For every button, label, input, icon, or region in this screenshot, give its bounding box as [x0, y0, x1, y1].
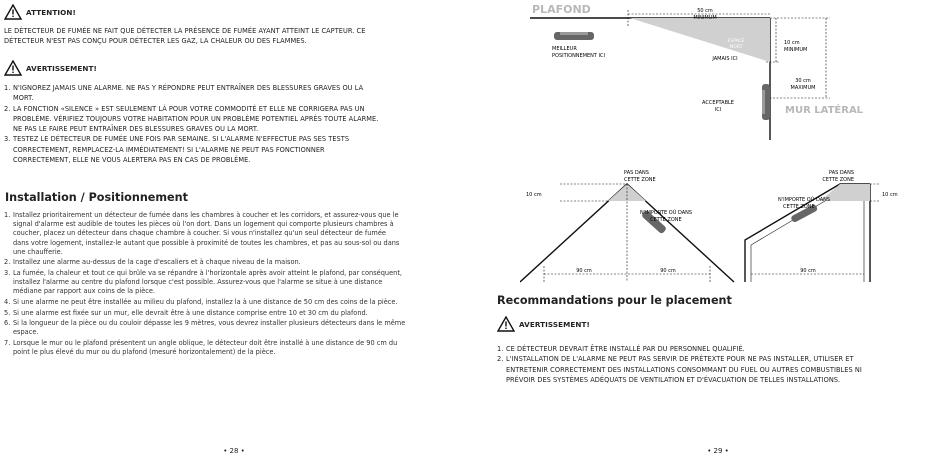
install-list [4, 211, 452, 359]
item-line: Si une alarme ne peut être installée au milieu du plafond, installez la à une distance de 50 cm des coins de la pièce. [13, 298, 398, 306]
warning-icon [497, 316, 515, 332]
anywhere-label: N'IMPORTE OÙ DANS [778, 197, 831, 203]
dim-90cm: 90 cm [660, 268, 676, 274]
item-number: 2. [497, 355, 504, 364]
dim-10cm: 10 cm [784, 40, 800, 46]
item-line: L'INSTALLATION DE L'ALARME NE PEUT PAS SERVIR DE PRÉTEXTE POUR NE PAS INSTALLER, UTILISER ET [506, 355, 854, 364]
item-line: Installez une alarme au-dessus de la cage d'escaliers et à chaque niveau de la maison. [13, 258, 301, 267]
acceptable-label: ACCEPTABLE [702, 100, 734, 106]
warning-header [497, 316, 590, 332]
item-line: Si une alarme est fixée sur un mur, elle devrait être à une distance comprise entre 10 et 30 cm du plafond. [13, 308, 368, 317]
no-zone-label: CETTE ZONE [624, 177, 656, 183]
anywhere-label: CETTE ZONE [650, 217, 682, 223]
install-item [4, 211, 452, 257]
attention-text [4, 26, 464, 47]
item-line: CE DÉTECTEUR DEVRAIT ÊTRE INSTALLÉ PAR DU PERSONNEL QUALIFIÉ. [506, 345, 745, 353]
item-line: PRÉVOIR DES SYSTÈMES ADÉQUATS DE VENTILATION ET D'ÉVACUATION DE TELLES INSTALLATIONS. [506, 375, 841, 384]
dim-10cm-left: 10 cm [526, 192, 542, 198]
warning-title: AVERTISSEMENT! [26, 63, 97, 73]
placement-warning-list [497, 344, 947, 385]
anywhere-label: CETTE ZONE [783, 204, 815, 210]
item-line: signal d'alarme est audible de toutes les pièces où l'on dort. Dans un logement qui comporte plusieurs chambres à [13, 220, 394, 229]
anywhere-label: N'IMPORTE OÙ DANS [640, 210, 693, 216]
attention-header [4, 4, 76, 20]
never-label: JAMAIS ICI [712, 56, 738, 62]
install-item [4, 269, 452, 297]
best-label: POSITIONNEMENT ICI [552, 53, 606, 59]
no-zone-label: PAS DANS [624, 170, 649, 176]
item-number: 1. [4, 84, 11, 92]
item-line: NE PAS LE FAIRE PEUT ENTRAÎNER DES BLESSURES GRAVES OU LA MORT. [13, 125, 259, 134]
item-line: Installez prioritairement un détecteur de fumée dans les chambres à coucher et les corridors, et assurez-vous que le [13, 211, 399, 219]
no-zone-label: PAS DANS [829, 170, 854, 176]
item-line: PROBLÈME. VÉRIFIEZ TOUJOURS VOTRE HABITATION POUR UN PROBLÈME POTENTIEL APRÈS TOUTE ALARME. [13, 114, 379, 123]
dead-space [630, 18, 770, 62]
warning-list [4, 83, 464, 165]
item-number: 6. [4, 319, 11, 328]
warning-item [497, 344, 947, 354]
item-line: CORRECTEMENT, REMPLACEZ-LA IMMÉDIATEMENT! SI L'ALARME NE PEUT PAS FONCTIONNER [13, 145, 325, 154]
item-number: 2. [4, 258, 11, 267]
item-number: 5. [4, 308, 11, 317]
warning-item [4, 134, 464, 165]
item-line: Si la longueur de la pièce ou du couloir dépasse les 9 mètres, vous devrez installer plusieurs détecteurs dans le même [13, 319, 406, 328]
item-line: N'IGNOREZ JAMAIS UNE ALARME. NE PAS Y RÉPONDRE PEUT ENTRAÎNER DES BLESSURES GRAVES OU LA [13, 84, 364, 92]
install-item [4, 298, 452, 307]
attention-title: ATTENTION! [26, 7, 76, 17]
item-number: 1. [4, 211, 11, 219]
dim-minimum: MINIMUM [784, 47, 808, 53]
item-line: point le plus élevé du mur ou du plafond (mesuré horizontalement) de la pièce. [13, 348, 276, 357]
right-page [480, 0, 950, 466]
warning-header [4, 60, 97, 76]
warning-title: AVERTISSEMENT! [519, 319, 590, 329]
item-line: une chaufferie. [13, 247, 63, 256]
item-number: 3. [4, 135, 11, 144]
sloped-ceiling-diagram [520, 170, 940, 285]
no-zone-label: CETTE ZONE [822, 177, 854, 183]
dim-30cm: 30 cm [795, 78, 811, 84]
item-line: installez l'alarme au centre du plafond lorsque c'est possible. Assurez-vous que l'alarme se situe à une distance [13, 278, 383, 287]
warning-icon [4, 60, 22, 76]
item-line: MORT. [13, 94, 34, 103]
install-item [4, 258, 452, 267]
item-line: Lorsque le mur ou le plafond présentent un angle oblique, le détecteur doit être installé à une distance de 90 cm du [13, 338, 398, 347]
dim-90cm: 90 cm [576, 268, 592, 274]
item-line: espace. [13, 328, 39, 337]
install-item [4, 339, 452, 357]
left-page [0, 0, 470, 466]
item-line: TESTEZ LE DÉTECTEUR DE FUMÉE UNE FOIS PAR SEMAINE. SI L'ALARME N'EFFECTUE PAS SES TESTS [13, 135, 350, 144]
section-title: Installation / Positionnement [5, 191, 188, 204]
espace-mort-label: MORT [729, 45, 743, 50]
item-line: médiane par rapport aux coins de la pièce. [13, 287, 156, 296]
warning-item [4, 104, 464, 135]
warning-item [497, 354, 947, 385]
attention-line: DÉTECTEUR N'EST PAS CONÇU POUR DÉTECTER LES GAZ, LA CHALEUR OU DES FLAMMES. [4, 37, 307, 46]
item-line: coucher, placez un détecteur dans chaque chambre à coucher. Si vous n'installez qu'un seul détecteur de fumée [13, 229, 386, 238]
item-line: ENTRETENIR CORRECTEMENT DES INSTALLATIONS CONSOMMANT DU FUEL OU AUTRES COMBUSTIBLES NI [506, 365, 862, 374]
item-number: 3. [4, 269, 11, 277]
dim-90cm: 90 cm [800, 268, 816, 274]
espace-mort-label: ESPACE [727, 39, 745, 44]
item-number: 1. [497, 345, 504, 353]
install-item [4, 309, 452, 318]
item-number: 2. [4, 104, 11, 113]
dim-minimum: MINIMUM [693, 15, 717, 21]
best-label: MEILLEUR [552, 46, 577, 52]
dim-50cm: 50 cm [697, 8, 713, 14]
item-line: La fumée, la chaleur et tout ce qui brûle va se répandre à l'horizontale après avoir atteint le plafond, par conséquent, [13, 269, 403, 277]
item-number: 4. [4, 298, 11, 306]
item-line: CORRECTEMENT, ELLE NE VOUS ALERTERA PAS EN CAS DE PROBLÈME. [13, 156, 251, 165]
item-line: LA FONCTION «SILENCE » EST SEULEMENT LÀ POUR VOTRE COMMODITÉ ET ELLE NE CORRIGERA PAS UN [13, 104, 365, 113]
ceiling-wall-diagram [530, 0, 940, 140]
acceptable-label: ICI [714, 107, 722, 113]
warning-item [4, 83, 464, 104]
page-number: • 28 • [223, 447, 245, 455]
install-item [4, 319, 452, 337]
page-number: • 29 • [707, 447, 729, 455]
side-wall-label: MUR LATÉRAL [785, 105, 864, 116]
dim-10cm-right: 10 cm [882, 192, 898, 198]
item-line: dans votre logement, installez-le autant que possible à proximité de toutes les chambres, et pas au sous-sol ou dans [13, 238, 400, 247]
placement-title: Recommandations pour le placement [497, 294, 732, 307]
attention-line: LE DÉTECTEUR DE FUMÉE NE FAIT QUE DÉTECTER LA PRÉSENCE DE FUMÉE AYANT ATTEINT LE CAPTEUR. CE [4, 27, 366, 35]
dim-maximum: MAXIMUM [790, 85, 816, 91]
warning-icon [4, 4, 22, 20]
plafond-label: PLAFOND [532, 3, 591, 16]
item-number: 7. [4, 338, 11, 347]
